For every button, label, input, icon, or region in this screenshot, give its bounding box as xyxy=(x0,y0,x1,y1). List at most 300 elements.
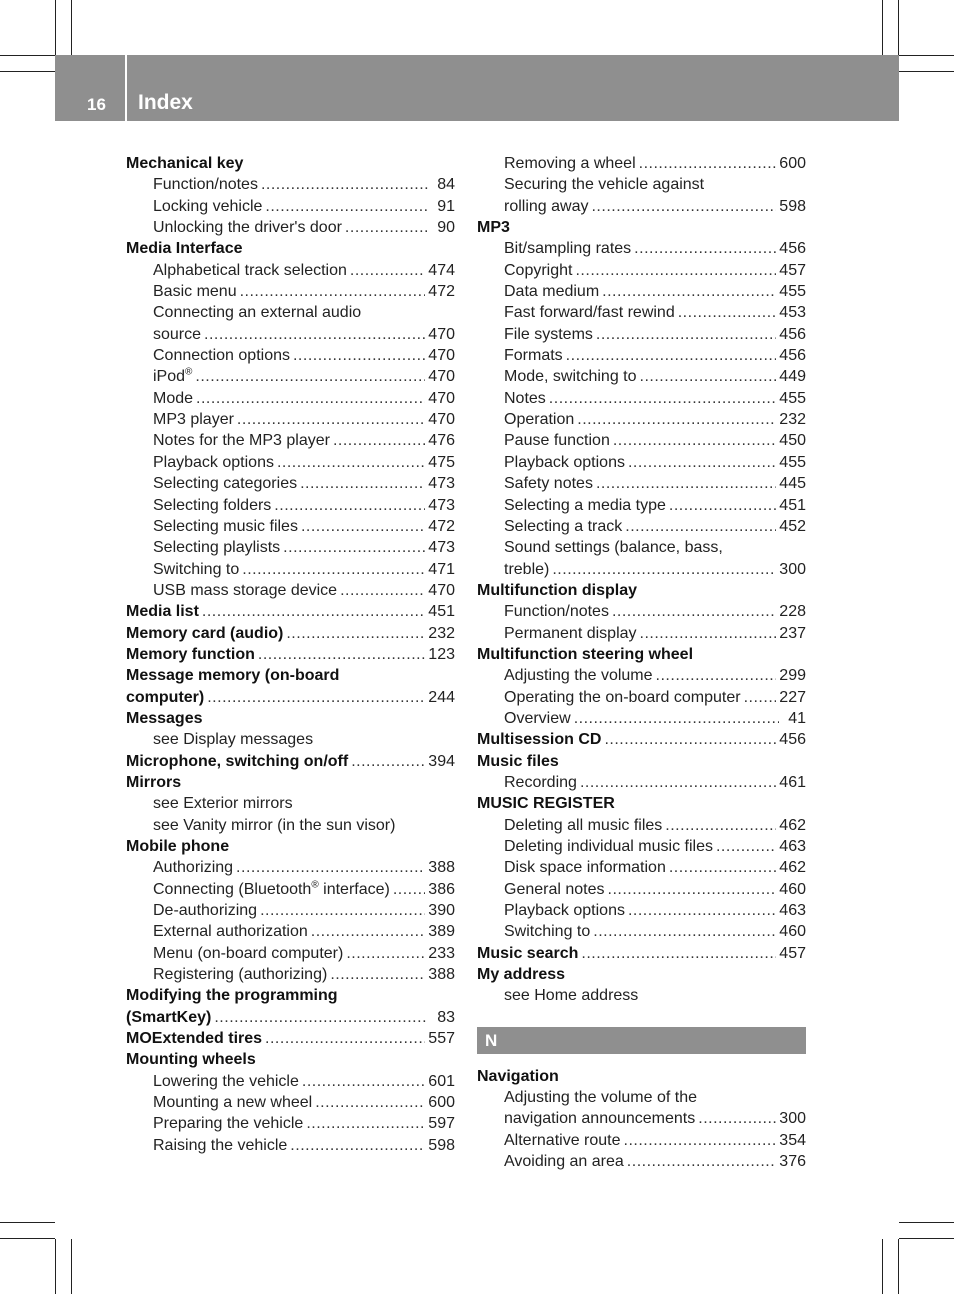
index-subentry xyxy=(126,921,455,942)
crop-mark xyxy=(882,1239,883,1294)
entry-text xyxy=(504,537,723,558)
entry-label: Function/notes xyxy=(504,603,609,621)
page-reference: 473 xyxy=(428,496,455,514)
page-reference: 600 xyxy=(428,1094,455,1112)
crop-mark xyxy=(899,1222,954,1223)
entry-text xyxy=(153,964,327,985)
entry-label: Alphabetical track selection xyxy=(153,261,347,279)
index-entry xyxy=(126,836,455,857)
crop-mark xyxy=(898,0,899,55)
entry-text xyxy=(504,1108,695,1129)
page-reference: 228 xyxy=(779,603,806,621)
page-reference: 474 xyxy=(428,261,455,279)
index-subentry xyxy=(477,879,806,900)
page-reference: 470 xyxy=(428,389,455,407)
dot-leader xyxy=(196,388,425,409)
entry-label: Securing the vehicle against xyxy=(504,176,705,194)
entry-label: Playback options xyxy=(504,453,625,471)
entry-label: Memory function xyxy=(126,645,255,663)
dot-leader xyxy=(581,943,776,964)
index-entry xyxy=(126,665,455,686)
dot-leader xyxy=(744,687,777,708)
page-reference: 456 xyxy=(779,325,806,343)
index-subentry xyxy=(477,815,806,836)
entry-text xyxy=(504,302,675,323)
entry-text xyxy=(504,836,713,857)
entry-text xyxy=(153,516,298,537)
page-reference: 84 xyxy=(437,176,455,194)
entry-label: computer) xyxy=(126,688,205,706)
index-subentry xyxy=(477,153,806,174)
entry-text xyxy=(153,452,274,473)
entry-text xyxy=(153,537,280,558)
entry-text xyxy=(153,345,290,366)
entry-label: Mounting a new wheel xyxy=(153,1094,313,1112)
index-entry xyxy=(126,601,455,622)
dot-leader xyxy=(634,238,776,259)
index-entry xyxy=(126,1007,455,1028)
entry-text xyxy=(126,772,181,793)
dot-leader xyxy=(669,495,776,516)
entry-label: USB mass storage device xyxy=(153,581,338,599)
entry-text xyxy=(504,345,563,366)
entry-label: Selecting categories xyxy=(153,475,298,493)
entry-label: Selecting music files xyxy=(153,517,298,535)
entry-label: Data medium xyxy=(504,283,600,301)
entry-text xyxy=(153,281,237,302)
entry-text xyxy=(126,836,229,857)
entry-text xyxy=(504,409,574,430)
entry-label: Notes xyxy=(504,389,546,407)
entry-text xyxy=(504,452,625,473)
page-reference: 473 xyxy=(428,539,455,557)
entry-text xyxy=(504,1130,621,1151)
entry-text xyxy=(504,900,625,921)
page-reference: 456 xyxy=(779,731,806,749)
index-subentry xyxy=(477,921,806,942)
entry-label: Media Interface xyxy=(126,240,243,258)
index-subentry xyxy=(126,580,455,601)
page-reference: 388 xyxy=(428,859,455,877)
index-subentry xyxy=(477,687,806,708)
page-reference: 598 xyxy=(779,197,806,215)
page-reference: 299 xyxy=(779,667,806,685)
entry-label: Alternative route xyxy=(504,1131,621,1149)
page-reference: 463 xyxy=(779,902,806,920)
page-reference: 460 xyxy=(779,880,806,898)
index-subentry xyxy=(477,1108,806,1129)
entry-label: Basic menu xyxy=(153,283,237,301)
crop-mark xyxy=(898,1239,899,1294)
entry-label: Lowering the vehicle xyxy=(153,1072,299,1090)
dot-leader xyxy=(593,921,776,942)
entry-text xyxy=(504,388,546,409)
page-reference: 451 xyxy=(428,603,455,621)
entry-label: Notes for the MP3 player xyxy=(153,432,330,450)
entry-label-continued: interface) xyxy=(318,880,390,898)
crop-mark xyxy=(0,55,55,56)
index-subentry xyxy=(477,836,806,857)
page-reference: 471 xyxy=(428,560,455,578)
entry-text xyxy=(504,174,704,195)
page-reference: 457 xyxy=(779,261,806,279)
page-reference: 456 xyxy=(779,347,806,365)
index-subentry xyxy=(126,388,455,409)
page-reference: 455 xyxy=(779,389,806,407)
page-reference: 600 xyxy=(779,155,806,172)
entry-text xyxy=(126,601,199,622)
entry-label: Copyright xyxy=(504,261,573,279)
entry-text xyxy=(153,1135,287,1156)
index-subentry xyxy=(477,900,806,921)
page-reference: 244 xyxy=(428,688,455,706)
index-entry xyxy=(126,1028,455,1049)
dot-leader xyxy=(260,900,425,921)
entry-label: Pause function xyxy=(504,432,610,450)
index-subentry xyxy=(126,473,455,494)
dot-leader xyxy=(258,644,425,665)
page-reference: 455 xyxy=(779,283,806,301)
index-entry xyxy=(126,153,455,174)
index-subentry xyxy=(126,857,455,878)
index-subentry xyxy=(126,196,455,217)
page-reference: 300 xyxy=(779,560,806,578)
page-title: Index xyxy=(138,91,193,114)
index-entry xyxy=(126,1049,455,1070)
dot-leader xyxy=(575,260,776,281)
dot-leader xyxy=(333,430,425,451)
entry-label: rolling away xyxy=(504,197,589,215)
dot-leader xyxy=(574,708,779,729)
index-subentry xyxy=(477,985,806,1006)
entry-label: treble) xyxy=(504,560,550,578)
dot-leader xyxy=(301,516,425,537)
entry-label: General notes xyxy=(504,880,605,898)
crop-mark xyxy=(899,55,954,56)
entry-text xyxy=(126,985,338,1006)
index-subentry xyxy=(477,430,806,451)
page-reference: 598 xyxy=(428,1136,455,1154)
entry-text xyxy=(153,388,193,409)
entry-text xyxy=(504,473,593,494)
dot-leader xyxy=(628,452,776,473)
header-divider xyxy=(125,55,127,121)
registered-mark: ® xyxy=(311,879,319,891)
dot-leader xyxy=(678,302,777,323)
crop-mark xyxy=(0,1222,55,1223)
dot-leader xyxy=(393,879,425,900)
entry-label: Microphone, switching on/off xyxy=(126,752,349,770)
dot-leader xyxy=(596,324,776,345)
entry-text xyxy=(477,217,510,238)
entry-text xyxy=(153,921,308,942)
entry-label: Authorizing xyxy=(153,859,234,877)
page-reference: 473 xyxy=(428,475,455,493)
page-reference: 475 xyxy=(428,453,455,471)
page-reference: 460 xyxy=(779,923,806,941)
entry-text xyxy=(153,495,271,516)
entry-text xyxy=(153,793,293,814)
entry-text xyxy=(504,857,666,878)
entry-label: Avoiding an area xyxy=(504,1153,624,1171)
dot-leader xyxy=(290,1135,425,1156)
page-reference: 470 xyxy=(428,581,455,599)
index-subentry xyxy=(477,388,806,409)
entry-label: De-authorizing xyxy=(153,902,258,920)
index-entry xyxy=(126,772,455,793)
dot-leader xyxy=(351,751,425,772)
dot-leader xyxy=(330,964,425,985)
entry-text xyxy=(477,793,615,814)
page-reference: 233 xyxy=(428,944,455,962)
entry-label: Navigation xyxy=(477,1067,559,1085)
entry-label: Overview xyxy=(504,709,571,727)
entry-text xyxy=(126,1049,256,1070)
index-subentry xyxy=(477,260,806,281)
page-reference: 451 xyxy=(779,496,806,514)
dot-leader xyxy=(577,409,776,430)
page-reference: 394 xyxy=(428,752,455,770)
index-subentry xyxy=(126,1071,455,1092)
page-reference: 462 xyxy=(779,816,806,834)
index-subentry xyxy=(477,559,806,580)
dot-leader xyxy=(549,388,777,409)
index-subentry xyxy=(126,964,455,985)
index-entry xyxy=(477,217,806,238)
entry-text xyxy=(477,964,565,985)
index-subentry xyxy=(126,409,455,430)
index-subentry xyxy=(477,366,806,387)
index-subentry xyxy=(126,430,455,451)
entry-label: Connecting (Bluetooth xyxy=(153,880,312,898)
page-reference: 470 xyxy=(428,347,455,365)
entry-label: MP3 xyxy=(477,219,510,237)
index-entry xyxy=(477,644,806,665)
page-reference: 237 xyxy=(779,624,806,642)
page-reference: 389 xyxy=(428,923,455,941)
page-reference: 232 xyxy=(779,411,806,429)
entry-label: Mechanical key xyxy=(126,155,244,172)
index-subentry xyxy=(126,324,455,345)
page-reference: 457 xyxy=(779,944,806,962)
entry-text xyxy=(504,623,637,644)
index-subentry xyxy=(126,729,455,750)
index-column-left xyxy=(126,153,455,1156)
crop-mark xyxy=(0,1238,55,1239)
entry-text xyxy=(126,687,204,708)
entry-label: Mode, switching to xyxy=(504,368,637,386)
dot-leader xyxy=(242,559,425,580)
entry-text xyxy=(153,879,390,900)
entry-label: Switching to xyxy=(504,923,591,941)
crop-mark xyxy=(882,0,883,55)
entry-label: Safety notes xyxy=(504,475,593,493)
entry-label: Selecting a track xyxy=(504,517,623,535)
dot-leader xyxy=(265,1028,425,1049)
index-subentry xyxy=(126,366,455,387)
entry-text xyxy=(153,729,313,750)
entry-label: Multisession CD xyxy=(477,731,602,749)
entry-label: Memory card (audio) xyxy=(126,624,284,642)
entry-label: Media list xyxy=(126,603,199,621)
index-entry xyxy=(126,623,455,644)
entry-label: Playback options xyxy=(504,902,625,920)
dot-leader xyxy=(237,409,425,430)
index-subentry xyxy=(477,238,806,259)
crop-mark xyxy=(899,1238,954,1239)
page-reference: 470 xyxy=(428,411,455,429)
entry-label: Operation xyxy=(504,411,575,429)
dot-leader xyxy=(340,580,425,601)
index-entry xyxy=(126,644,455,665)
page-reference: 470 xyxy=(428,325,455,343)
dot-leader xyxy=(204,324,425,345)
dot-leader xyxy=(580,772,776,793)
index-entry xyxy=(477,580,806,601)
entry-label: Removing a wheel xyxy=(504,155,636,172)
entry-label: MP3 player xyxy=(153,411,234,429)
index-subentry xyxy=(477,409,806,430)
dot-leader xyxy=(669,857,776,878)
entry-label: navigation announcements xyxy=(504,1110,696,1128)
index-subentry xyxy=(477,196,806,217)
entry-text xyxy=(153,196,262,217)
entry-label: Bit/sampling rates xyxy=(504,240,632,258)
page-reference: 449 xyxy=(779,368,806,386)
index-subentry xyxy=(126,345,455,366)
index-subentry xyxy=(477,537,806,558)
index-subentry xyxy=(126,302,455,323)
index-subentry xyxy=(477,1087,806,1108)
dot-leader xyxy=(293,345,425,366)
entry-label: Menu (on-board computer) xyxy=(153,944,344,962)
entry-label: Multifunction display xyxy=(477,581,637,599)
index-subentry xyxy=(126,260,455,281)
entry-text xyxy=(153,174,258,195)
entry-text xyxy=(153,430,330,451)
entry-label: Preparing the vehicle xyxy=(153,1115,304,1133)
entry-text xyxy=(126,708,203,729)
entry-label: see Display messages xyxy=(153,731,314,749)
dot-leader xyxy=(350,260,425,281)
page-header xyxy=(55,55,899,121)
entry-label: (SmartKey) xyxy=(126,1008,212,1026)
index-subentry xyxy=(477,708,806,729)
entry-text xyxy=(477,751,559,772)
dot-leader xyxy=(640,623,777,644)
dot-leader xyxy=(613,430,776,451)
index-subentry xyxy=(126,879,455,900)
page-reference: 232 xyxy=(428,624,455,642)
entry-text xyxy=(153,302,361,323)
page-reference: 597 xyxy=(428,1115,455,1133)
dot-leader xyxy=(283,537,425,558)
page-reference: 472 xyxy=(428,283,455,301)
page-number: 16 xyxy=(87,95,106,114)
dot-leader xyxy=(665,815,776,836)
dot-leader xyxy=(640,366,777,387)
entry-label: Function/notes xyxy=(153,176,258,194)
dot-leader xyxy=(202,601,425,622)
entry-text xyxy=(504,366,637,387)
index-subentry xyxy=(477,1130,806,1151)
page-reference: 453 xyxy=(779,304,806,322)
entry-text xyxy=(504,815,662,836)
entry-label: Fast forward/fast rewind xyxy=(504,304,675,322)
index-subentry xyxy=(126,793,455,814)
entry-label: Permanent display xyxy=(504,624,637,642)
entry-text xyxy=(504,238,631,259)
page-reference: 90 xyxy=(437,219,455,237)
dot-leader xyxy=(552,559,776,580)
dot-leader xyxy=(698,1108,776,1129)
index-subentry xyxy=(477,495,806,516)
entry-label: Mode xyxy=(153,389,194,407)
entry-text xyxy=(153,366,192,387)
dot-leader xyxy=(302,1071,425,1092)
dot-leader xyxy=(625,516,776,537)
entry-text xyxy=(477,644,693,665)
entry-label: Selecting a media type xyxy=(504,496,666,514)
page-reference: 472 xyxy=(428,517,455,535)
entry-label: Connecting an external audio xyxy=(153,304,362,322)
entry-text xyxy=(126,623,283,644)
entry-label: Playback options xyxy=(153,453,274,471)
entry-label: File systems xyxy=(504,325,593,343)
entry-text xyxy=(153,559,239,580)
index-subentry xyxy=(126,452,455,473)
index-subentry xyxy=(477,623,806,644)
page-reference: 452 xyxy=(779,517,806,535)
dot-leader xyxy=(566,345,777,366)
entry-label: Disk space information xyxy=(504,859,666,877)
dot-leader xyxy=(346,943,425,964)
entry-label: Messages xyxy=(126,709,203,727)
entry-text xyxy=(126,238,242,259)
entry-label: Mirrors xyxy=(126,773,182,791)
entry-text xyxy=(126,1028,262,1049)
dot-leader xyxy=(265,196,428,217)
index-entry xyxy=(126,751,455,772)
page-reference: 386 xyxy=(428,880,455,898)
dot-leader xyxy=(624,1130,777,1151)
entry-label: Multifunction steering wheel xyxy=(477,645,694,663)
entry-label: Mobile phone xyxy=(126,838,230,855)
index-entry xyxy=(126,687,455,708)
dot-leader xyxy=(608,879,777,900)
crop-mark xyxy=(55,1239,56,1294)
entry-text xyxy=(153,1092,312,1113)
index-entry xyxy=(126,708,455,729)
entry-label: My address xyxy=(477,966,566,984)
index-subentry xyxy=(126,815,455,836)
crop-mark xyxy=(55,0,56,55)
index-subentry xyxy=(126,900,455,921)
index-subentry xyxy=(126,1113,455,1134)
index-subentry xyxy=(126,495,455,516)
index-entry xyxy=(126,985,455,1006)
entry-label: Registering (authorizing) xyxy=(153,966,328,984)
page-reference: 463 xyxy=(779,838,806,855)
entry-label: Sound settings (balance, bass, xyxy=(504,539,723,557)
index-subentry xyxy=(477,452,806,473)
entry-text xyxy=(153,409,234,430)
entry-text xyxy=(504,921,590,942)
crop-mark xyxy=(899,71,954,72)
entry-text xyxy=(504,260,572,281)
entry-label: see Vanity mirror (in the sun visor) xyxy=(153,816,396,834)
entry-label: Locking vehicle xyxy=(153,197,263,215)
